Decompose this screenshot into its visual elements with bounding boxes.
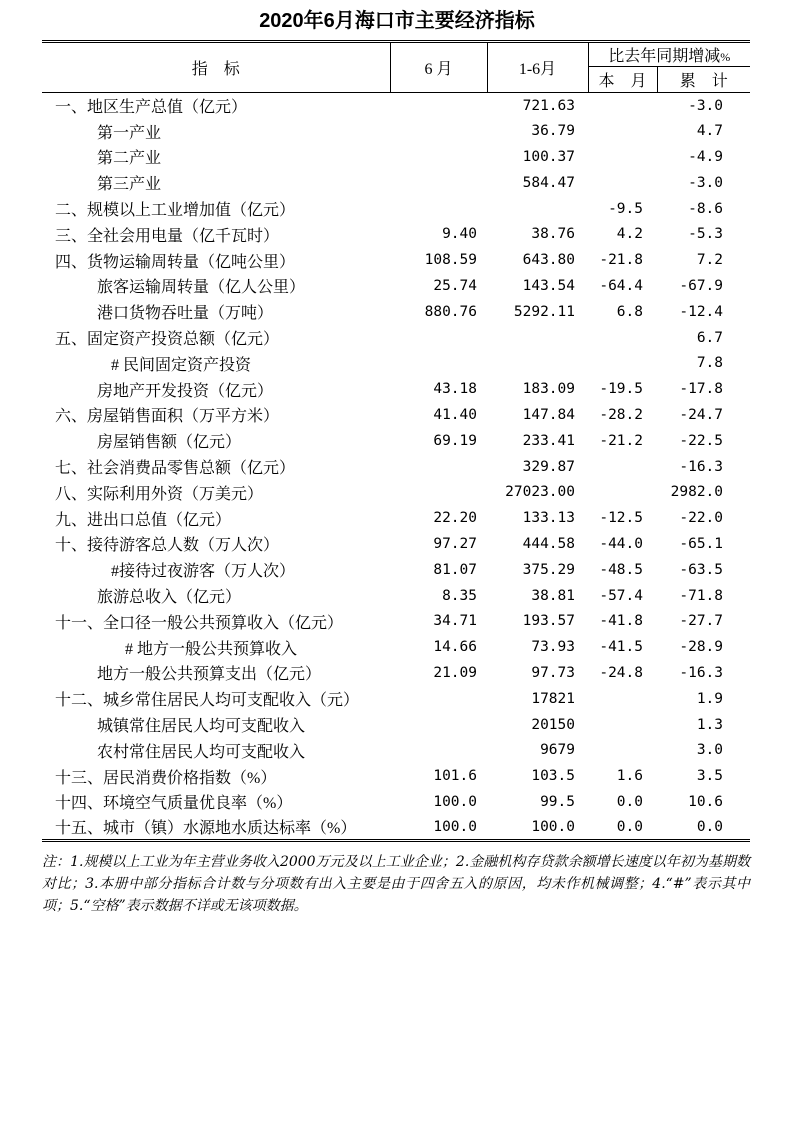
cumulative-change-cell: 7.2 — [696, 252, 724, 269]
june-value-cell: 101.6 — [433, 768, 477, 785]
indicator-cell: 十二、城乡常住居民人均可支配收入（元） — [55, 692, 360, 710]
cumulative-change-cell: -3.0 — [688, 97, 724, 114]
jan-june-value-cell: 100.0 — [531, 818, 575, 835]
indicator-cell: # 地方一般公共预算收入 — [125, 640, 298, 658]
cumulative-change-cell: -5.3 — [688, 226, 724, 243]
indicator-cell: 第二产业 — [97, 150, 162, 168]
jan-june-value-cell: 584.47 — [522, 174, 575, 191]
cumulative-change-cell: -65.1 — [679, 535, 724, 552]
jan-june-value-cell: 38.76 — [531, 226, 575, 243]
jan-june-value-cell — [487, 350, 588, 376]
month-change-cell: -48.5 — [599, 561, 643, 578]
table-row — [42, 712, 750, 738]
table-row — [42, 634, 750, 660]
header-change-group — [588, 42, 750, 67]
indicator-cell: 八、实际利用外资（万美元） — [55, 485, 264, 503]
page-title: 2020年6月海口市主要经济指标 — [259, 10, 535, 32]
month-change-cell: 6.8 — [616, 303, 643, 320]
june-value-cell: 100.0 — [433, 793, 477, 810]
june-value-cell — [390, 686, 487, 712]
indicator-cell: 第三产业 — [97, 176, 162, 194]
table-row — [42, 737, 750, 763]
month-change-cell: -21.2 — [599, 432, 643, 449]
table-header — [42, 42, 750, 93]
month-change-cell: -28.2 — [599, 406, 643, 423]
june-value-cell — [390, 170, 487, 196]
june-value-cell: 81.07 — [433, 561, 477, 578]
cumulative-change-cell: 2982.0 — [670, 484, 724, 501]
table-row — [42, 557, 750, 583]
cumulative-change-cell: -28.9 — [679, 639, 724, 656]
month-change-cell — [588, 144, 657, 170]
table-row — [42, 505, 750, 531]
indicator-cell: 旅游总收入（亿元） — [97, 589, 242, 607]
table-row — [42, 402, 750, 428]
jan-june-value-cell — [487, 325, 588, 351]
cumulative-change-cell: -22.0 — [679, 510, 724, 527]
cumulative-change-cell: -17.8 — [679, 381, 724, 398]
june-value-cell: 41.40 — [433, 406, 477, 423]
jan-june-value-cell: 329.87 — [522, 458, 575, 475]
table-row — [42, 170, 750, 196]
month-change-cell: -64.4 — [599, 277, 643, 294]
jan-june-value-cell: 73.93 — [531, 639, 575, 656]
month-change-cell: -19.5 — [599, 381, 643, 398]
month-change-cell: -21.8 — [599, 252, 643, 269]
cumulative-change-cell: -63.5 — [679, 561, 724, 578]
header-this-month: 本 月 — [588, 67, 657, 93]
month-change-cell: -9.5 — [608, 200, 643, 217]
june-value-cell: 21.09 — [433, 664, 477, 681]
month-change-cell — [588, 454, 657, 480]
month-change-cell: -44.0 — [599, 535, 643, 552]
cumulative-change-cell: -16.3 — [679, 458, 724, 475]
header-change-label: 比去年同期增减 — [608, 48, 721, 65]
jan-june-value-cell: 444.58 — [522, 535, 575, 552]
cumulative-change-cell: 3.0 — [696, 742, 724, 759]
jan-june-value-cell: 100.37 — [522, 148, 575, 165]
cumulative-change-cell: -3.0 — [688, 174, 724, 191]
jan-june-value-cell: 27023.00 — [505, 484, 575, 501]
month-change-cell: -41.5 — [599, 639, 643, 656]
indicator-cell: # 民间固定资产投资 — [111, 356, 252, 374]
indicator-cell: 十三、居民消费价格指数（%） — [55, 769, 277, 787]
table-row — [42, 479, 750, 505]
month-change-cell: -57.4 — [599, 587, 643, 604]
indicator-cell: 十一、全口径一般公共预算收入（亿元） — [55, 614, 344, 632]
indicator-cell: 房地产开发投资（亿元） — [97, 382, 274, 400]
june-value-cell: 8.35 — [442, 587, 477, 604]
table-row — [42, 221, 750, 247]
table-row — [42, 196, 750, 222]
table-row — [42, 815, 750, 841]
june-value-cell: 25.74 — [433, 277, 477, 294]
cumulative-change-cell: -24.7 — [679, 406, 724, 423]
jan-june-value-cell: 38.81 — [531, 587, 575, 604]
month-change-cell — [588, 479, 657, 505]
june-value-cell: 14.66 — [433, 639, 477, 656]
indicator-cell: 十、接待游客总人数（万人次） — [55, 537, 280, 555]
june-value-cell — [390, 350, 487, 376]
jan-june-value-cell: 233.41 — [522, 432, 575, 449]
june-value-cell: 22.20 — [433, 510, 477, 527]
june-value-cell: 9.40 — [442, 226, 477, 243]
june-value-cell: 97.27 — [433, 535, 477, 552]
month-change-cell — [588, 325, 657, 351]
indicator-cell: 港口货物吞吐量（万吨） — [97, 305, 274, 323]
indicators-table — [42, 40, 750, 842]
june-value-cell — [390, 712, 487, 738]
table-row — [42, 376, 750, 402]
header-cumulative: 累 计 — [657, 67, 750, 93]
jan-june-value-cell: 9679 — [540, 742, 575, 759]
indicator-cell: 农村常住居民人均可支配收入 — [97, 743, 306, 761]
table-row — [42, 144, 750, 170]
table-row — [42, 789, 750, 815]
indicator-cell: 六、房屋销售面积（万平方米） — [55, 408, 280, 426]
month-change-cell — [588, 712, 657, 738]
jan-june-value-cell: 20150 — [531, 716, 575, 733]
table-row — [42, 299, 750, 325]
month-change-cell — [588, 686, 657, 712]
month-change-cell: 0.0 — [616, 793, 643, 810]
header-june: 6 月 — [390, 42, 487, 93]
indicator-cell: 十四、环境空气质量优良率（%） — [55, 795, 293, 813]
june-value-cell: 43.18 — [433, 381, 477, 398]
cumulative-change-cell: 3.5 — [696, 768, 724, 785]
june-value-cell — [390, 737, 487, 763]
cumulative-change-cell: -4.9 — [688, 148, 724, 165]
cumulative-change-cell: 6.7 — [696, 329, 724, 346]
jan-june-value-cell — [487, 196, 588, 222]
june-value-cell: 100.0 — [433, 818, 477, 835]
jan-june-value-cell: 183.09 — [522, 381, 575, 398]
indicator-cell: 二、规模以上工业增加值（亿元） — [55, 202, 296, 220]
month-change-cell: -24.8 — [599, 664, 643, 681]
jan-june-value-cell: 103.5 — [531, 768, 575, 785]
table-row — [42, 454, 750, 480]
table-row — [42, 583, 750, 609]
cumulative-change-cell: 1.9 — [696, 690, 724, 707]
cumulative-change-cell: -22.5 — [679, 432, 724, 449]
june-value-cell — [390, 196, 487, 222]
june-value-cell — [390, 454, 487, 480]
table-row — [42, 531, 750, 557]
header-indicator: 指 标 — [42, 42, 390, 93]
table-row — [42, 660, 750, 686]
cumulative-change-cell: 4.7 — [696, 123, 724, 140]
indicator-cell: 一、地区生产总值（亿元） — [55, 99, 248, 117]
footnote: 注：1.规模以上工业为年主营业务收入2000万元及以上工业企业；2.金融机构存贷款余额增长速度以年初为基期数对比；3.本册中部分指标合计数与分项数有出入主要是由于四舍五入的原因，均未作机械调整；4.“#”表示其中项；5.“空格”表示数据不详或无该项数据。 — [42, 854, 750, 915]
june-value-cell — [390, 479, 487, 505]
june-value-cell: 880.76 — [424, 303, 477, 320]
june-value-cell: 34.71 — [433, 613, 477, 630]
indicator-cell: 四、货物运输周转量（亿吨公里） — [55, 253, 296, 271]
table-row — [42, 428, 750, 454]
cumulative-change-cell: 1.3 — [696, 716, 724, 733]
cumulative-change-cell: 0.0 — [696, 818, 724, 835]
jan-june-value-cell: 721.63 — [522, 97, 575, 114]
month-change-cell — [588, 118, 657, 144]
indicator-cell: #接待过夜游客（万人次） — [111, 563, 296, 581]
table-row — [42, 118, 750, 144]
jan-june-value-cell: 193.57 — [522, 613, 575, 630]
table-row — [42, 608, 750, 634]
cumulative-change-cell: -16.3 — [679, 664, 724, 681]
table-body — [42, 93, 750, 841]
jan-june-value-cell: 99.5 — [540, 793, 575, 810]
cumulative-change-cell: 10.6 — [688, 793, 724, 810]
jan-june-value-cell: 643.80 — [522, 252, 575, 269]
june-value-cell — [390, 93, 487, 119]
jan-june-value-cell: 17821 — [531, 690, 575, 707]
month-change-cell: -41.8 — [599, 613, 643, 630]
month-change-cell: -12.5 — [599, 510, 643, 527]
month-change-cell: 1.6 — [616, 768, 643, 785]
june-value-cell — [390, 144, 487, 170]
document-page — [0, 8, 794, 1131]
table-row — [42, 93, 750, 119]
month-change-cell — [588, 737, 657, 763]
jan-june-value-cell: 147.84 — [522, 406, 575, 423]
jan-june-value-cell: 97.73 — [531, 664, 575, 681]
table-row — [42, 325, 750, 351]
table-row — [42, 247, 750, 273]
cumulative-change-cell: -12.4 — [679, 303, 724, 320]
month-change-cell — [588, 170, 657, 196]
jan-june-value-cell: 375.29 — [522, 561, 575, 578]
indicator-cell: 五、固定资产投资总额（亿元） — [55, 331, 280, 349]
table-row — [42, 350, 750, 376]
header-change-unit: % — [720, 50, 731, 64]
indicator-cell: 城镇常住居民人均可支配收入 — [97, 718, 306, 736]
indicator-cell: 地方一般公共预算支出（亿元） — [97, 666, 322, 684]
cumulative-change-cell: 7.8 — [696, 355, 724, 372]
indicator-cell: 十五、城市（镇）水源地水质达标率（%） — [55, 820, 357, 838]
table-row — [42, 763, 750, 789]
table-row — [42, 686, 750, 712]
jan-june-value-cell: 133.13 — [522, 510, 575, 527]
june-value-cell: 69.19 — [433, 432, 477, 449]
jan-june-value-cell: 36.79 — [531, 123, 575, 140]
cumulative-change-cell: -8.6 — [688, 200, 724, 217]
month-change-cell — [588, 350, 657, 376]
indicator-cell: 旅客运输周转量（亿人公里） — [97, 279, 306, 297]
month-change-cell: 0.0 — [616, 818, 643, 835]
month-change-cell: 4.2 — [616, 226, 643, 243]
june-value-cell: 108.59 — [424, 252, 477, 269]
indicator-cell: 第一产业 — [97, 124, 162, 142]
jan-june-value-cell: 5292.11 — [513, 303, 575, 320]
indicator-cell: 七、社会消费品零售总额（亿元） — [55, 460, 296, 478]
indicator-cell: 九、进出口总值（亿元） — [55, 511, 232, 529]
indicator-cell: 房屋销售额（亿元） — [97, 434, 242, 452]
jan-june-value-cell: 143.54 — [522, 277, 575, 294]
indicator-cell: 三、全社会用电量（亿千瓦时） — [55, 227, 280, 245]
cumulative-change-cell: -67.9 — [679, 277, 724, 294]
june-value-cell — [390, 118, 487, 144]
cumulative-change-cell: -27.7 — [679, 613, 724, 630]
table-row — [42, 273, 750, 299]
month-change-cell — [588, 93, 657, 119]
june-value-cell — [390, 325, 487, 351]
cumulative-change-cell: -71.8 — [679, 587, 724, 604]
header-jan-june: 1-6月 — [487, 42, 588, 93]
